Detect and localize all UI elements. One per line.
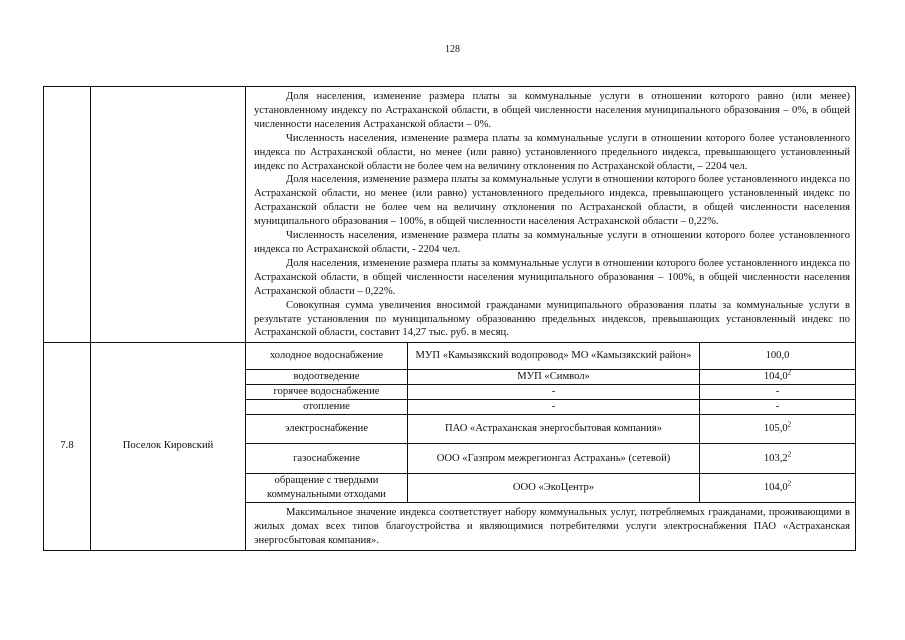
paragraph: Численность населения, изменение размера платы за коммунальные услуги в отношении которого более установленного индекса по Астраханской области, - 2204 чел. (254, 230, 850, 255)
section-number: 7.8 (44, 343, 91, 550)
service-name: водоотведение (246, 370, 408, 385)
settlement-name: Поселок Кировский (91, 343, 246, 550)
continuation-row (44, 87, 856, 343)
service-name: газоснабжение (246, 444, 408, 474)
index-value: 104,0$^2$ (700, 474, 856, 503)
provider-name: ПАО «Астраханская энергосбытовая компания» (408, 415, 700, 444)
note-cell (246, 502, 856, 550)
index-value: 105,0$^2$ (700, 415, 856, 444)
service-name: электроснабжение (246, 415, 408, 444)
paragraph: Доля населения, изменение размера платы за коммунальные услуги в отношении которого более установленного индекса по Астраханской области, но менее (или равно) установленного предельного индекса, превышающего установленный индекс по Астраханской области не более чем на величину отклонения по Астраханской области, в общей численности населения муниципального образования – 100%, в общей численности населения Астраханской области – 0,22%. (254, 174, 850, 228)
table-row (44, 343, 856, 370)
empty-number-cell (44, 87, 91, 343)
provider-name: МУП «Символ» (408, 370, 700, 385)
index-value: - (700, 385, 856, 400)
paragraph: Доля населения, изменение размера платы за коммунальные услуги в отношении которого более установленного индекса по Астраханской области, в общей численности населения муниципального образования – 100%, в общей численности населения Астраханской области – 0,22%. (254, 257, 850, 297)
note-text: Максимальное значение индекса соответствует набору коммунальных услуг, потребляемых гражданами, проживающими в жилых домах всех типов благоустройства и являющимися потребителями услуги электроснабжения ПАО «Астраханская энергосбытовая компания». (254, 506, 850, 546)
provider-name: - (408, 385, 700, 400)
paragraph: Совокупная сумма увеличения вносимой гражданами муниципального образования платы за коммунальные услуги в результате установления по муниципальному образованию предельных индексов, превышающих установленный индекс по Астраханской области, составит 14,27 тыс. руб. в месяц. (254, 299, 850, 339)
index-value: 100,0 (700, 343, 856, 370)
index-value: 103,2$^2$ (700, 444, 856, 474)
service-name: холодное водоснабжение (246, 343, 408, 370)
empty-settlement-cell (91, 87, 246, 343)
service-name: обращение с твердыми коммунальными отходами (246, 474, 408, 503)
provider-name: МУП «Камызякский водопровод» МО «Камызякский район» (408, 343, 700, 370)
provider-name: ООО «ЭкоЦентр» (408, 474, 700, 503)
provider-name: - (408, 400, 700, 415)
tariff-index-table (43, 86, 856, 551)
continuation-text-cell (246, 87, 856, 343)
page-number: 128 (445, 44, 460, 55)
service-name: горячее водоснабжение (246, 385, 408, 400)
provider-name: ООО «Газпром межрегионгаз Астрахань» (сетевой) (408, 444, 700, 474)
service-name: отопление (246, 400, 408, 415)
index-value: 104,0$^2$ (700, 370, 856, 385)
paragraph: Численность населения, изменение размера платы за коммунальные услуги в отношении которого более установленного индекса по Астраханской области, но менее (или равно) установленного предельного индекса, превышающего установленный индекс по Астраханской области не более чем на величину отклонения по Астраханской области, – 2204 чел. (254, 132, 850, 172)
index-value: - (700, 400, 856, 415)
paragraph: Доля населения, изменение размера платы за коммунальные услуги в отношении которого равно (или менее) установленному индексу по Астраханской области, в общей численности населения муниципального образования – 0%, в общей численности населения Астраханской области – 0%. (254, 91, 850, 130)
